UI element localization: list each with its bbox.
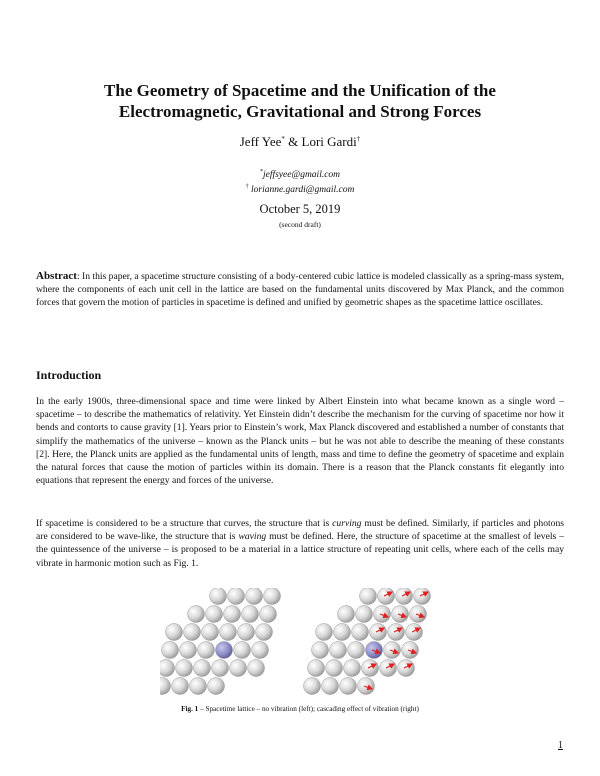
lattice-sphere [316, 624, 333, 641]
lattice-sphere [308, 660, 325, 677]
figure-1-lattice [160, 588, 450, 698]
paper-title: The Geometry of Spacetime and the Unification of the Electromagnetic, Gravitational and Strong Forces [104, 81, 496, 121]
lattice-sphere [392, 606, 409, 623]
lattice-sphere [388, 624, 405, 641]
lattice-sphere [356, 606, 373, 623]
lattice-sphere [180, 642, 197, 659]
author-emails [0, 166, 600, 196]
lattice-sphere [206, 606, 223, 623]
page-number: 1 [558, 740, 563, 751]
lattice-no-vibration [160, 588, 281, 695]
lattice-sphere [210, 588, 227, 605]
intro-paragraph-1: In the early 1900s, three-dimensional space and time were linked by Albert Einstein into what became known as a single word – spacetime – to describe the mathematics of relativity. Yet Einstein didn’t describe the mechanism for the curving of spacetime nor how it bends and contorts to cause gravity [1]. Years prior to Einstein’s work, Max Planck discovered and established a number of constants that simplify the mathematics of the universe – known as the Planck units – but he was not able to describe the meaning of these constants [2]. Here, the Planck units are applied as the fundamental units of length, mass and time to define the geometry of spacetime and explain the natural forces that cause the motion of particles within its domain. There is a reason that the Planck constants fit elegantly into equations that represent the energy and forces of the universe. [36, 396, 564, 487]
lattice-sphere [234, 642, 251, 659]
lattice-sphere [264, 588, 281, 605]
lattice-sphere [188, 606, 205, 623]
lattice-sphere [330, 642, 347, 659]
lattice-sphere [198, 642, 215, 659]
lattice-sphere [224, 606, 241, 623]
lattice-sphere [326, 660, 343, 677]
author-line [0, 134, 600, 150]
lattice-sphere [166, 624, 183, 641]
paragraph-text: must be defined. Similarly, if particles and photons are considered to be wave-like, the structure that is [36, 518, 564, 543]
lattice-sphere [374, 606, 391, 623]
figure-caption [0, 705, 600, 713]
lattice-sphere [348, 642, 365, 659]
abstract-paragraph [36, 270, 564, 309]
lattice-sphere [304, 678, 321, 695]
author-name: Jeff Yee [239, 134, 282, 149]
author-mark: † [356, 135, 361, 143]
lattice-sphere [398, 660, 415, 677]
center-sphere [366, 642, 383, 659]
abstract-label: Abstract [36, 270, 77, 282]
lattice-sphere [246, 588, 263, 605]
lattice-sphere [162, 642, 179, 659]
lattice-sphere [160, 660, 175, 677]
author-separator: & [284, 134, 302, 149]
section-heading: Introduction [36, 368, 102, 382]
lattice-sphere [312, 642, 329, 659]
lattice-sphere [212, 660, 229, 677]
lattice-sphere [344, 660, 361, 677]
figure-caption-text: – Spacetime lattice – no vibration (left); cascading effect of vibration (right) [198, 705, 419, 713]
lattice-sphere [384, 642, 401, 659]
center-sphere [216, 642, 233, 659]
lattice-sphere [322, 678, 339, 695]
lattice-sphere [208, 678, 225, 695]
lattice-sphere [160, 678, 171, 695]
lattice-sphere [184, 624, 201, 641]
author-name: Lori Gardi [301, 134, 357, 149]
lattice-sphere [194, 660, 211, 677]
lattice-sphere [410, 606, 427, 623]
lattice-sphere [334, 624, 351, 641]
abstract-text: : In this paper, a spacetime structure consisting of a body-centered cubic lattice is modeled classically as a spring-mass system, where the components of each unit cell in the lattice are based on the fundamental units discovered by Max Planck, and the common forces that govern the motion of particles in spacetime is defined and unified by geometric shapes as the spacetime lattice oscillates. [36, 271, 564, 308]
lattice-sphere [360, 588, 377, 605]
lattice-sphere [242, 606, 259, 623]
figure-label: Fig. 1 [181, 705, 199, 713]
lattice-sphere [380, 660, 397, 677]
lattice-sphere [260, 606, 277, 623]
lattice-sphere [256, 624, 273, 641]
email-mark: † [245, 184, 249, 190]
lattice-sphere [252, 642, 269, 659]
intro-paragraph-2 [36, 517, 564, 570]
draft-note: (second draft) [279, 220, 321, 229]
lattice-sphere [370, 624, 387, 641]
lattice-sphere [414, 588, 431, 605]
paragraph-text: If spacetime is considered to be a structure that curves, the structure that is [36, 518, 333, 529]
lattice-vibration [304, 588, 431, 695]
lattice-sphere [248, 660, 265, 677]
paragraph-text: must be defined. Here, the structure of spacetime at the smallest of levels – the quintessence of the universe – is proposed to be a material in a lattice structure of repeating unit cells, where each of the cells may vibrate in harmonic motion such as Fig. 1. [36, 531, 564, 569]
email-mark: * [259, 169, 263, 175]
email-address[interactable]: lorianne.gardi@gmail.com [250, 185, 355, 195]
lattice-sphere [190, 678, 207, 695]
lattice-sphere [402, 642, 419, 659]
lattice-sphere [396, 588, 413, 605]
author-mark: * [281, 135, 285, 143]
paper-date: October 5, 2019 [259, 202, 341, 216]
lattice-sphere [220, 624, 237, 641]
email-line [0, 166, 600, 181]
emphasis-waving: waving [238, 531, 267, 543]
emphasis-curving: curving [332, 518, 362, 529]
lattice-sphere [228, 588, 245, 605]
email-address[interactable]: jeffsyee@gmail.com [262, 170, 341, 180]
lattice-sphere [406, 624, 423, 641]
lattice-sphere [340, 678, 357, 695]
lattice-sphere [362, 660, 379, 677]
lattice-sphere [176, 660, 193, 677]
lattice-sphere [358, 678, 375, 695]
lattice-sphere [378, 588, 395, 605]
lattice-sphere [202, 624, 219, 641]
lattice-sphere [230, 660, 247, 677]
lattice-sphere [238, 624, 255, 641]
email-line [0, 181, 600, 196]
lattice-sphere [352, 624, 369, 641]
lattice-sphere [338, 606, 355, 623]
lattice-sphere [172, 678, 189, 695]
